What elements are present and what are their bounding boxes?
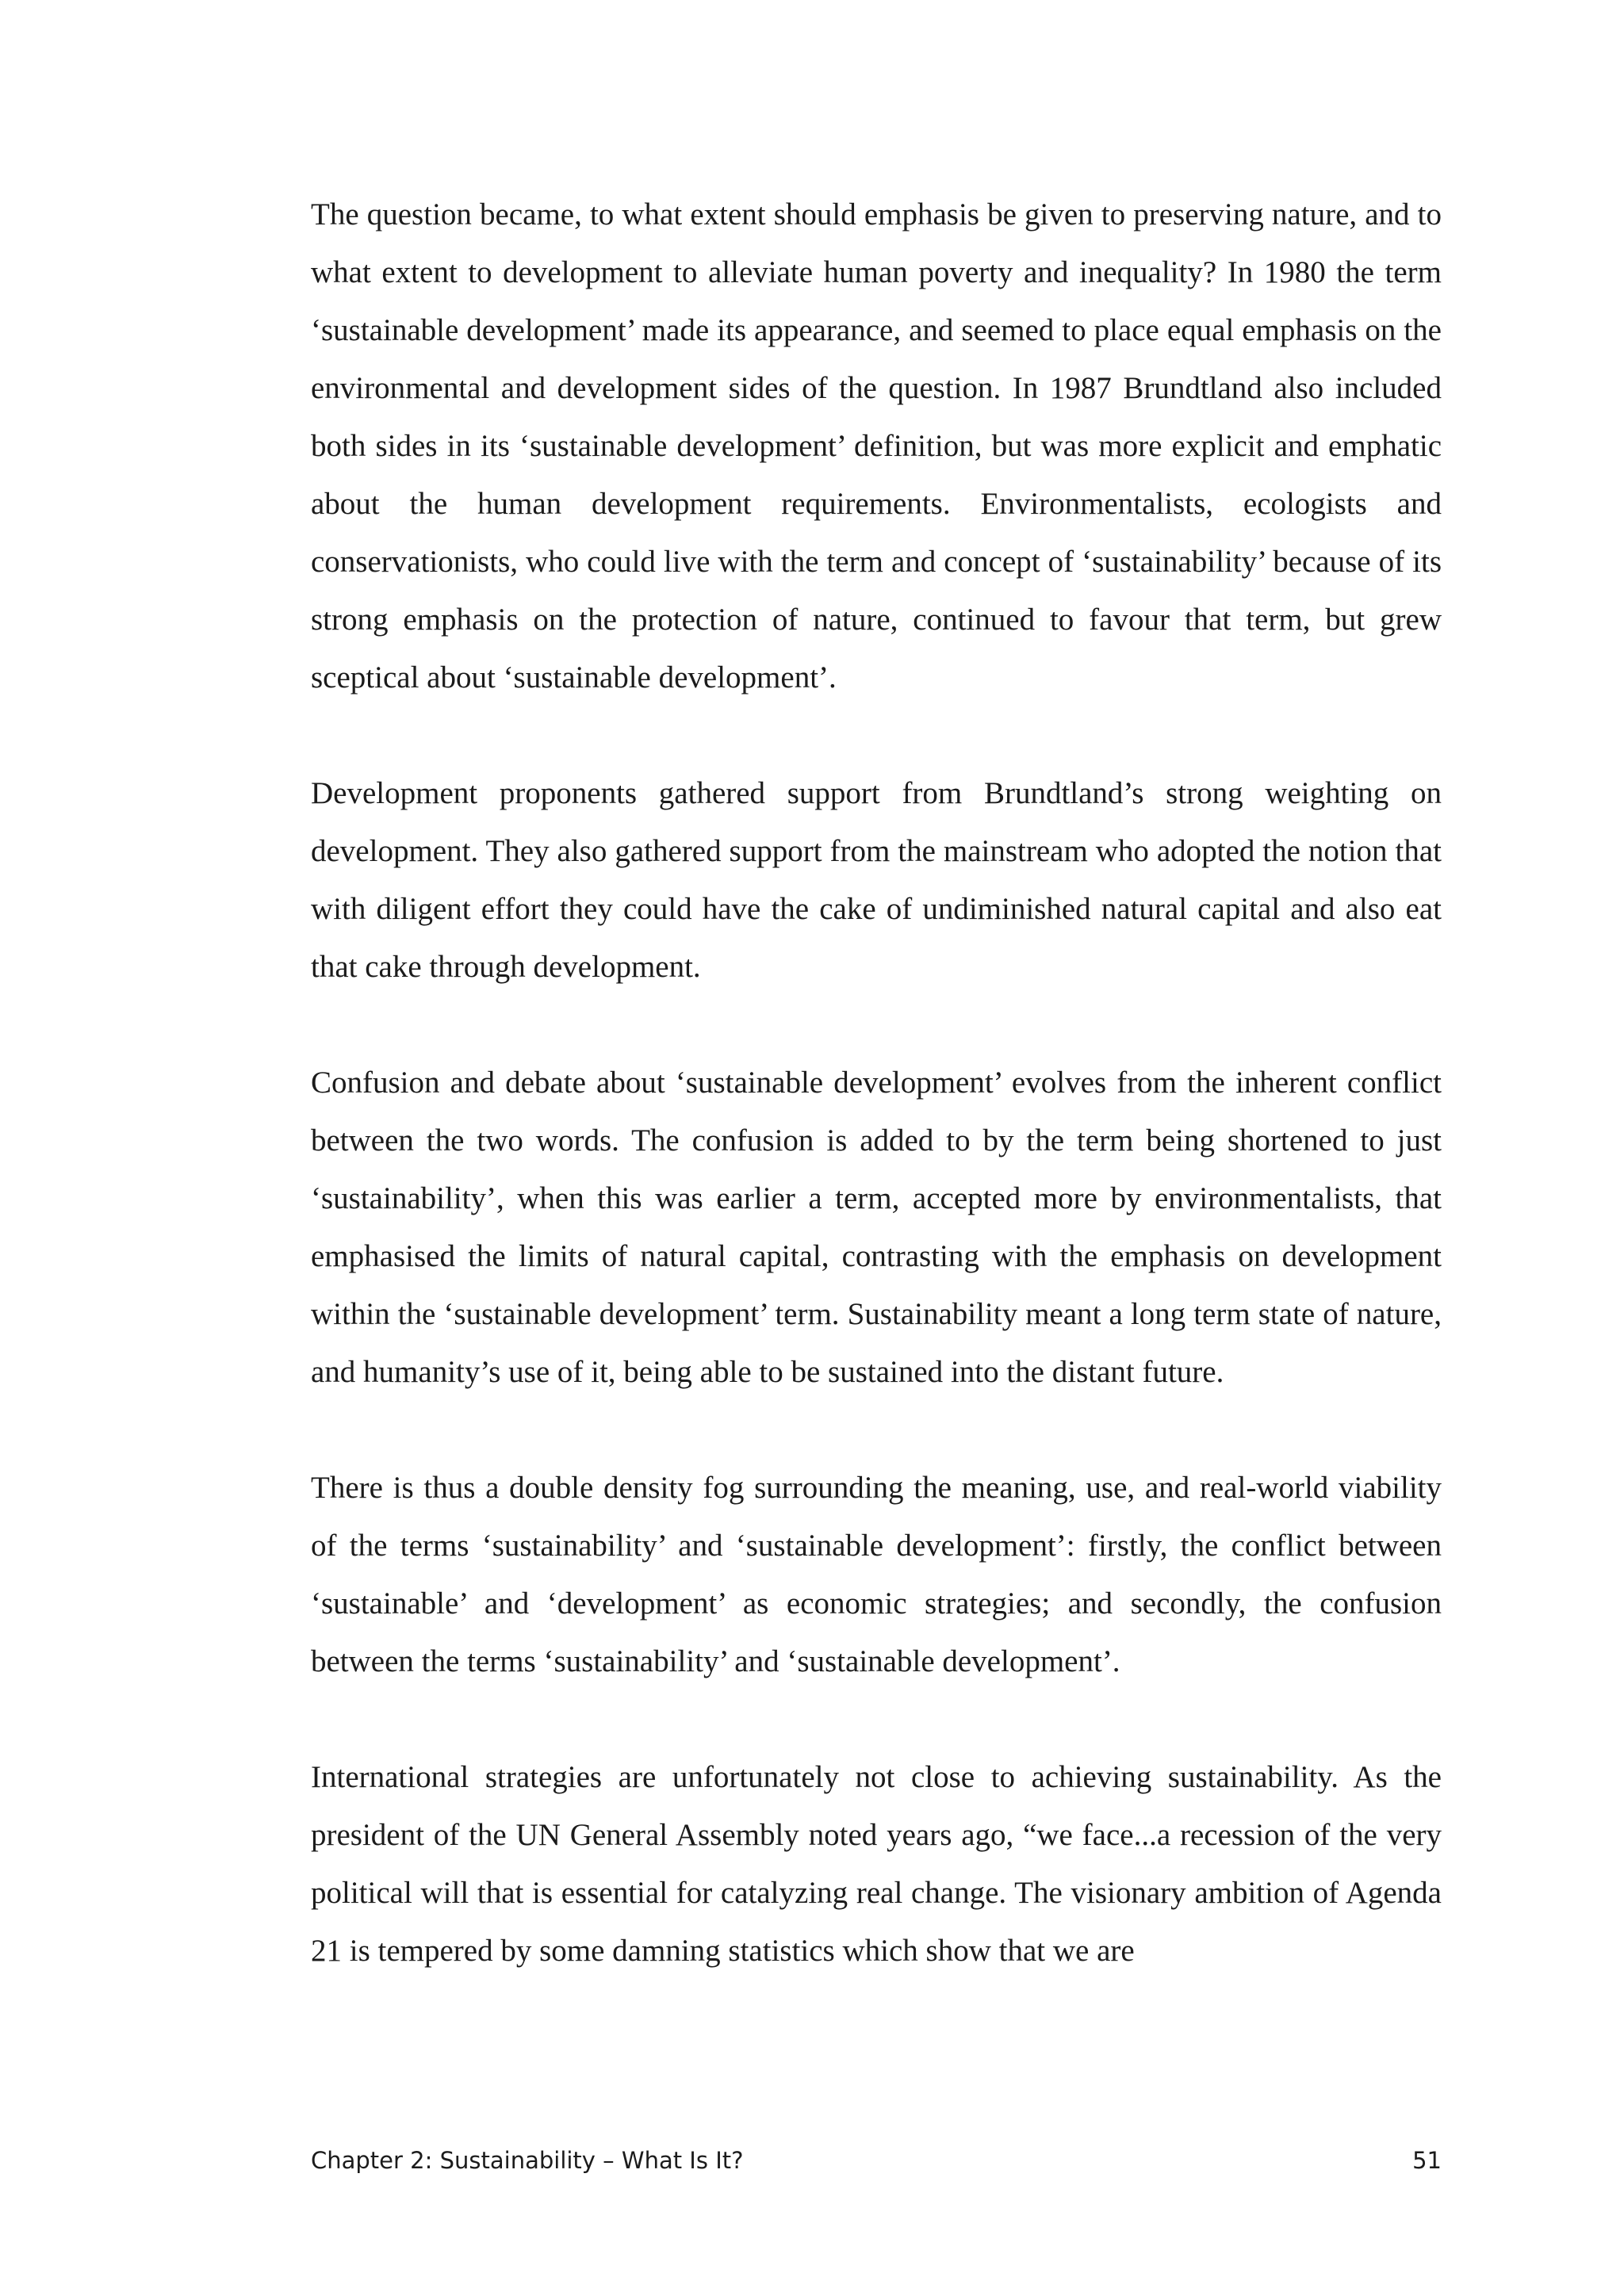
paragraph-2: Development proponents gathered support from Brundtland’s strong weighting on development. They also gathered support from the mainstream who adopted the notion that with diligent effort they could have the cake of undiminished natural capital and also eat that cake through development. (311, 776, 1442, 984)
paragraph-5: International strategies are unfortunately not close to achieving sustainability. As the president of the UN General Assembly noted years ago, “we face...a recession of the very political will that is essential for catalyzing real change. The visionary ambition of Agenda 21 is tempered by some damning statistics which show that we are (311, 1760, 1442, 1968)
paragraph-3: Confusion and debate about ‘sustainable development’ evolves from the inherent conflict between the two words. The confusion is added to by the term being shortened to just ‘sustainability’, when this was earlier a term, accepted more by environmentalists, that emphasised the limits of natural capital, contrasting with the emphasis on development within the ‘sustainable development’ term. Sustainability meant a long term state of nature, and humanity’s use of it, being able to be sustained into the distant future. (311, 1066, 1442, 1389)
body-text (311, 186, 1442, 1980)
page-footer (311, 2147, 1442, 2182)
page-number: 51 (1412, 2147, 1442, 2174)
paragraph-4: There is thus a double density fog surrounding the meaning, use, and real-world viability of the terms ‘sustainability’ and ‘sustainable development’: firstly, the conflict between ‘sustainable’ and ‘development’ as economic strategies; and secondly, the confusion between the terms ‘sustainability’ and ‘sustainable development’. (311, 1471, 1442, 1678)
paragraph-1: The question became, to what extent should emphasis be given to preserving nature, and to what extent to development to alleviate human poverty and inequality? In 1980 the term ‘sustainable development’ made its appearance, and seemed to place equal emphasis on the environmental and development sides of the question. In 1987 Brundtland also included both sides in its ‘sustainable development’ definition, but was more explicit and emphatic about the human development requirements. Environmentalists, ecologists and conservationists, who could live with the term and concept of ‘sustainability’ because of its strong emphasis on the protection of nature, continued to favour that term, but grew sceptical about ‘sustainable development’. (311, 197, 1442, 695)
chapter-title: Chapter 2: Sustainability – What Is It? (311, 2147, 744, 2174)
